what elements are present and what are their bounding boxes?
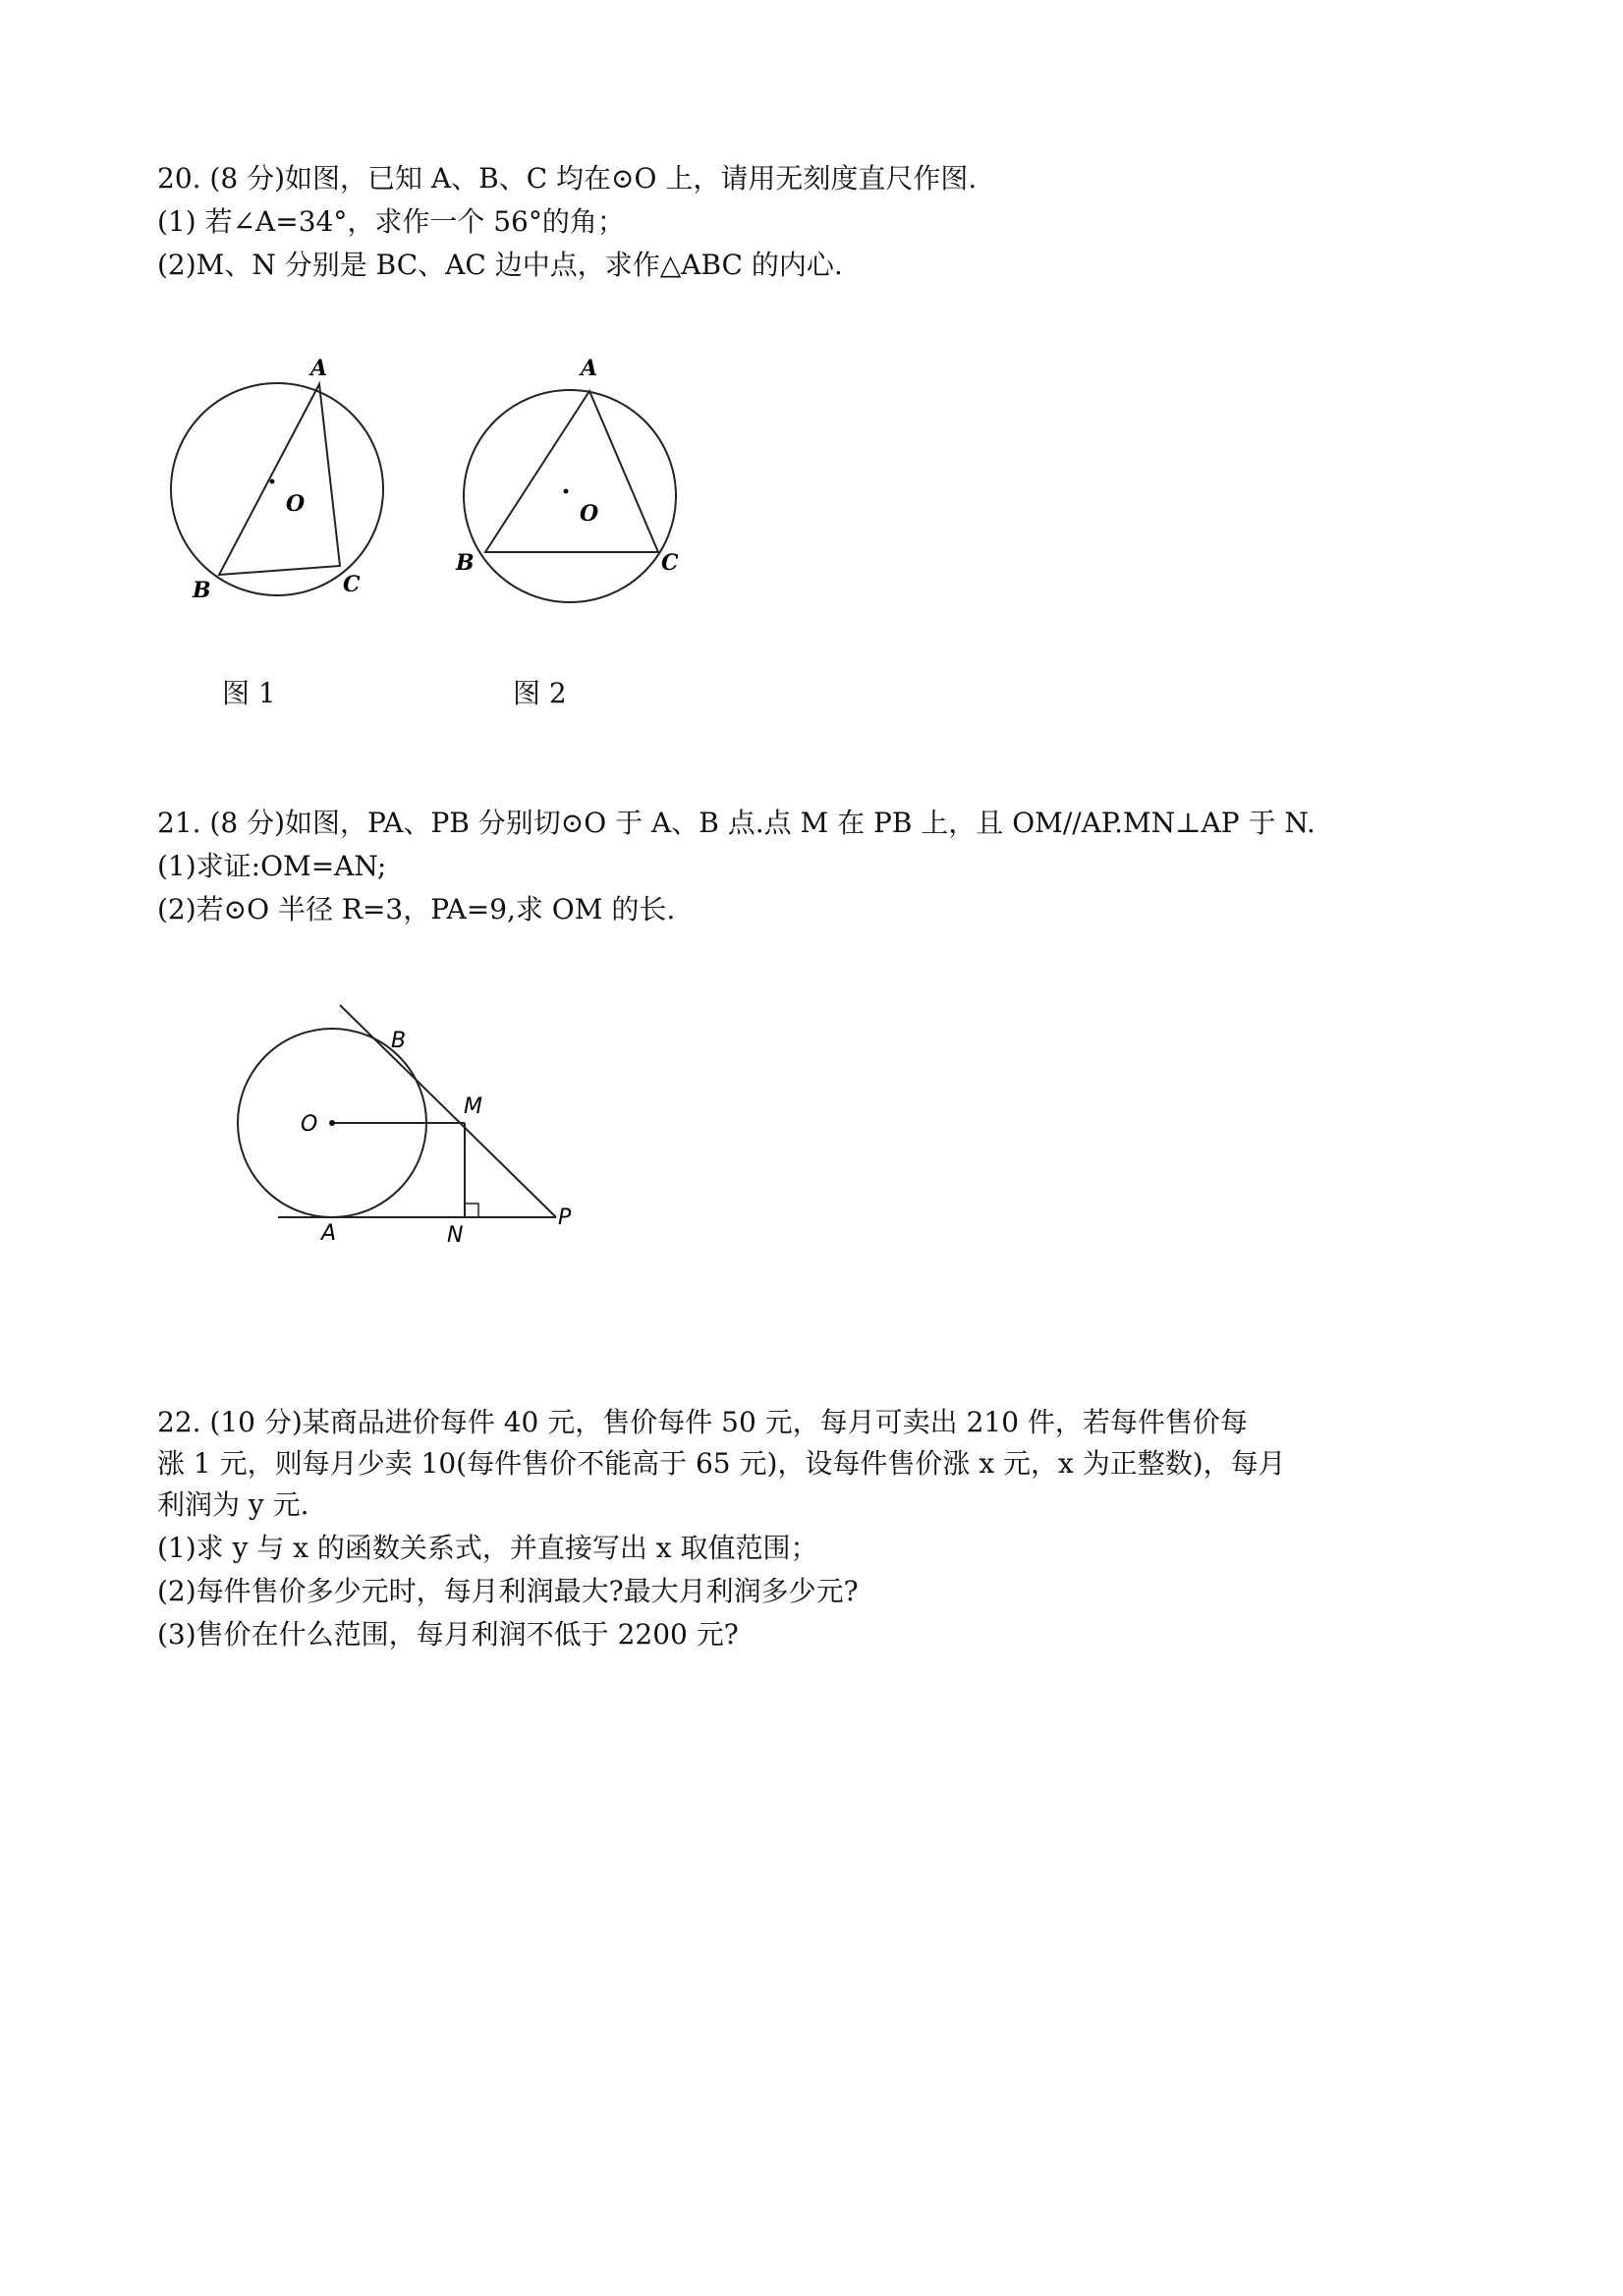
tangent-pb bbox=[340, 1005, 556, 1217]
q22-part2: (2)每件售价多少元时，每月利润最大?最大月利润多少元? bbox=[157, 1575, 859, 1607]
triangle-abc bbox=[219, 384, 340, 575]
label-b: B bbox=[456, 550, 475, 576]
label-n: N bbox=[447, 1223, 464, 1248]
q22-part1: (1)求 y 与 x 的函数关系式，并直接写出 x 取值范围； bbox=[157, 1532, 818, 1564]
label-m: M bbox=[464, 1094, 482, 1119]
q21-stem: 21. (8 分)如图，PA、PB 分别切⊙O 于 A、B 点.点 M 在 PB 上，且 OM//AP.MN⊥AP 于 N. bbox=[157, 807, 1315, 839]
label-o: O bbox=[301, 1112, 318, 1137]
q22-line3: 利润为 y 元. bbox=[157, 1488, 309, 1521]
label-o: O bbox=[286, 491, 306, 517]
triangle-abc bbox=[485, 391, 658, 552]
right-angle-mark bbox=[465, 1204, 478, 1217]
label-a: A bbox=[310, 356, 328, 381]
q21-part1: (1)求证:OM=AN; bbox=[157, 850, 387, 882]
q21-part2: (2)若⊙O 半径 R=3，PA=9,求 OM 的长. bbox=[157, 893, 676, 925]
label-b: B bbox=[193, 578, 211, 603]
fig2-caption: 图 2 bbox=[513, 677, 567, 709]
q20-part2: (2)M、N 分别是 BC、AC 边中点，求作△ABC 的内心. bbox=[157, 249, 843, 281]
center-dot bbox=[270, 479, 275, 484]
label-a: A bbox=[321, 1221, 337, 1246]
center-dot bbox=[329, 1120, 335, 1126]
label-a: A bbox=[581, 356, 598, 381]
label-c: C bbox=[343, 572, 361, 597]
q22-part3: (3)售价在什么范围，每月利润不低于 2200 元? bbox=[157, 1618, 739, 1651]
center-dot bbox=[564, 489, 569, 494]
label-o: O bbox=[580, 501, 599, 527]
circle-o bbox=[171, 383, 383, 595]
q20-stem: 20. (8 分)如图，已知 A、B、C 均在⊙O 上，请用无刻度直尺作图. bbox=[157, 162, 978, 195]
label-b: B bbox=[391, 1029, 407, 1053]
label-c: C bbox=[661, 550, 679, 576]
q22-line2: 涨 1 元，则每月少卖 10(每件售价不能高于 65 元)，设每件售价涨 x 元，x 为正整数)，每月 bbox=[157, 1447, 1286, 1480]
fig1-caption: 图 1 bbox=[222, 677, 276, 709]
label-p: P bbox=[558, 1205, 572, 1230]
q20-part1: (1) 若∠A=34°，求作一个 56°的角； bbox=[157, 205, 625, 238]
q22-line1: 22. (10 分)某商品进价每件 40 元，售价每件 50 元，每月可卖出 210 件，若每件售价每 bbox=[157, 1406, 1248, 1438]
